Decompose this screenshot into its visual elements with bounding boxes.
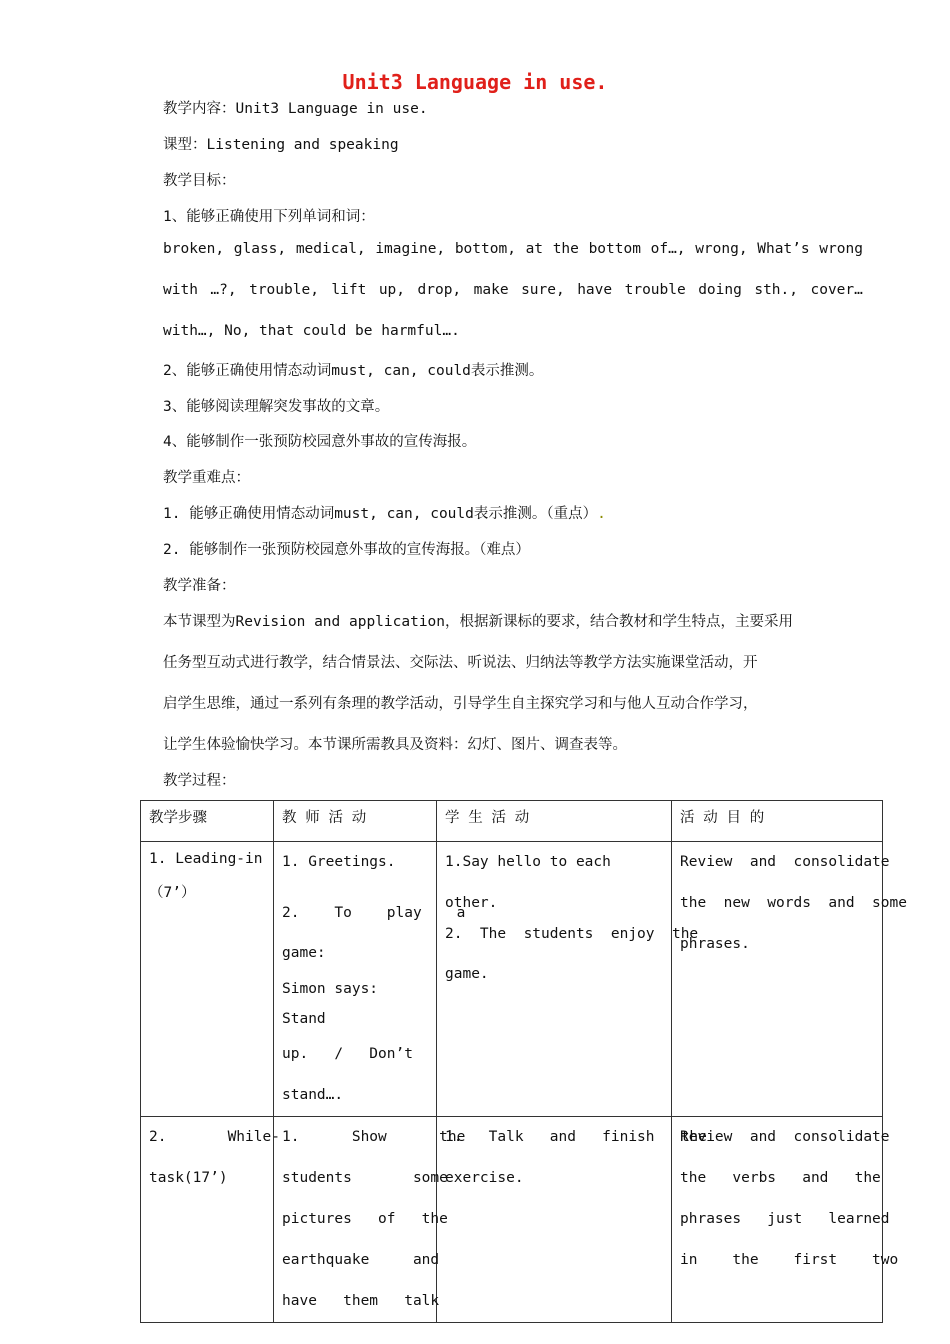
header-student: 学 生 活 动 — [437, 801, 672, 842]
header-purpose: 活 动 目 的 — [672, 801, 883, 842]
vocab-line-1: broken, glass, medical, imagine, bottom, at the bottom of…, wrong, What’s wrong — [163, 241, 863, 257]
goal-3: 3、能够阅读理解突发事故的文章。 — [163, 399, 390, 415]
row1-teacher-2: 2. To play a — [282, 905, 466, 921]
vocab-line-2: with …?, trouble, lift up, drop, make sure, have trouble doing sth., cover… — [163, 282, 863, 298]
table-row — [141, 842, 883, 1117]
prep-heading: 教学准备： — [163, 578, 236, 594]
row2-teacher-5: have them talk — [282, 1293, 440, 1309]
prep-line-4: 让学生体验愉快学习。本节课所需教具及资料：幻灯、图片、调查表等。 — [163, 737, 627, 753]
vocab-line-3: with…, No, that could be harmful…. — [163, 323, 460, 339]
process-heading: 教学过程： — [163, 773, 236, 789]
row2-step: 2. While- — [149, 1129, 280, 1145]
row2-purpose-3: phrases just learned — [680, 1211, 890, 1227]
header-teacher: 教 师 活 动 — [274, 801, 437, 842]
goals-heading: 教学目标： — [163, 173, 236, 189]
row1-teacher-5: up. / Don’t — [282, 1046, 413, 1062]
page-title: Unit3 Language in use. — [342, 70, 608, 94]
key-point-1: 1. 能够正确使用情态动词must, can, could表示推测。（重点）. — [163, 506, 606, 522]
table-row — [141, 1117, 883, 1323]
row2-purpose-1: Review and consolidate — [680, 1129, 890, 1145]
content-line: 教学内容：Unit3 Language in use. — [163, 101, 428, 117]
goal-2: 2、能够正确使用情态动词must, can, could表示推测。 — [163, 363, 544, 379]
row1-teacher-4: Simon says: Stand — [282, 981, 379, 1027]
row2-student-1: 1. Talk and finish the — [445, 1129, 707, 1145]
row1-teacher-1: 1. Greetings. — [282, 854, 396, 870]
prep-line-3: 启学生思维，通过一系列有条理的教学活动，引导学生自主探究学习和与他人互动合作学习， — [163, 696, 758, 712]
stray-dot: . — [597, 506, 606, 522]
teaching-process-table — [140, 800, 907, 1323]
goal-1: 1、能够正确使用下列单词和词： — [163, 209, 375, 225]
row1-purpose-1: Review and consolidate — [680, 854, 890, 870]
row1-purpose-2: the new words and some — [680, 895, 907, 911]
key-points-heading: 教学重难点： — [163, 470, 250, 486]
row1-step: 1. Leading-in — [149, 851, 263, 867]
row1-teacher-6: stand…. — [282, 1087, 344, 1103]
goal-4: 4、能够制作一张预防校园意外事故的宣传海报。 — [163, 434, 477, 450]
row1-time: （7’） — [149, 885, 196, 901]
header-step: 教学步骤 — [141, 801, 274, 842]
row2-teacher-1: 1. Show the — [282, 1129, 466, 1145]
row2-purpose-2: the verbs and the — [680, 1170, 881, 1186]
lesson-type-line: 课型：Listening and speaking — [163, 137, 399, 153]
row1-purpose-3: phrases. — [680, 936, 750, 952]
row1-student-1: 1.Say hello to each other. — [445, 854, 611, 911]
row2-teacher-4: earthquake and — [282, 1252, 440, 1268]
row2-student-2: exercise. — [445, 1170, 524, 1186]
table-header-row — [141, 801, 883, 842]
row2-teacher-3: pictures of the — [282, 1211, 448, 1227]
prep-line-2: 任务型互动式进行教学，结合情景法、交际法、听说法、归纳法等教学方法实施课堂活动，开 — [163, 655, 758, 671]
row1-student-3: game. — [445, 966, 489, 982]
key-point-2: 2. 能够制作一张预防校园意外事故的宣传海报。（难点） — [163, 542, 530, 558]
row2-time: task(17’) — [149, 1170, 228, 1186]
prep-line-1: 本节课型为Revision and application，根据新课标的要求，结合教材和学生特点，主要采用 — [163, 614, 794, 630]
row1-student-2: 2. The students enjoy the — [445, 926, 699, 942]
row2-teacher-2: students some — [282, 1170, 448, 1186]
row1-teacher-3: game: — [282, 945, 326, 961]
row2-purpose-4: in the first two — [680, 1252, 899, 1268]
